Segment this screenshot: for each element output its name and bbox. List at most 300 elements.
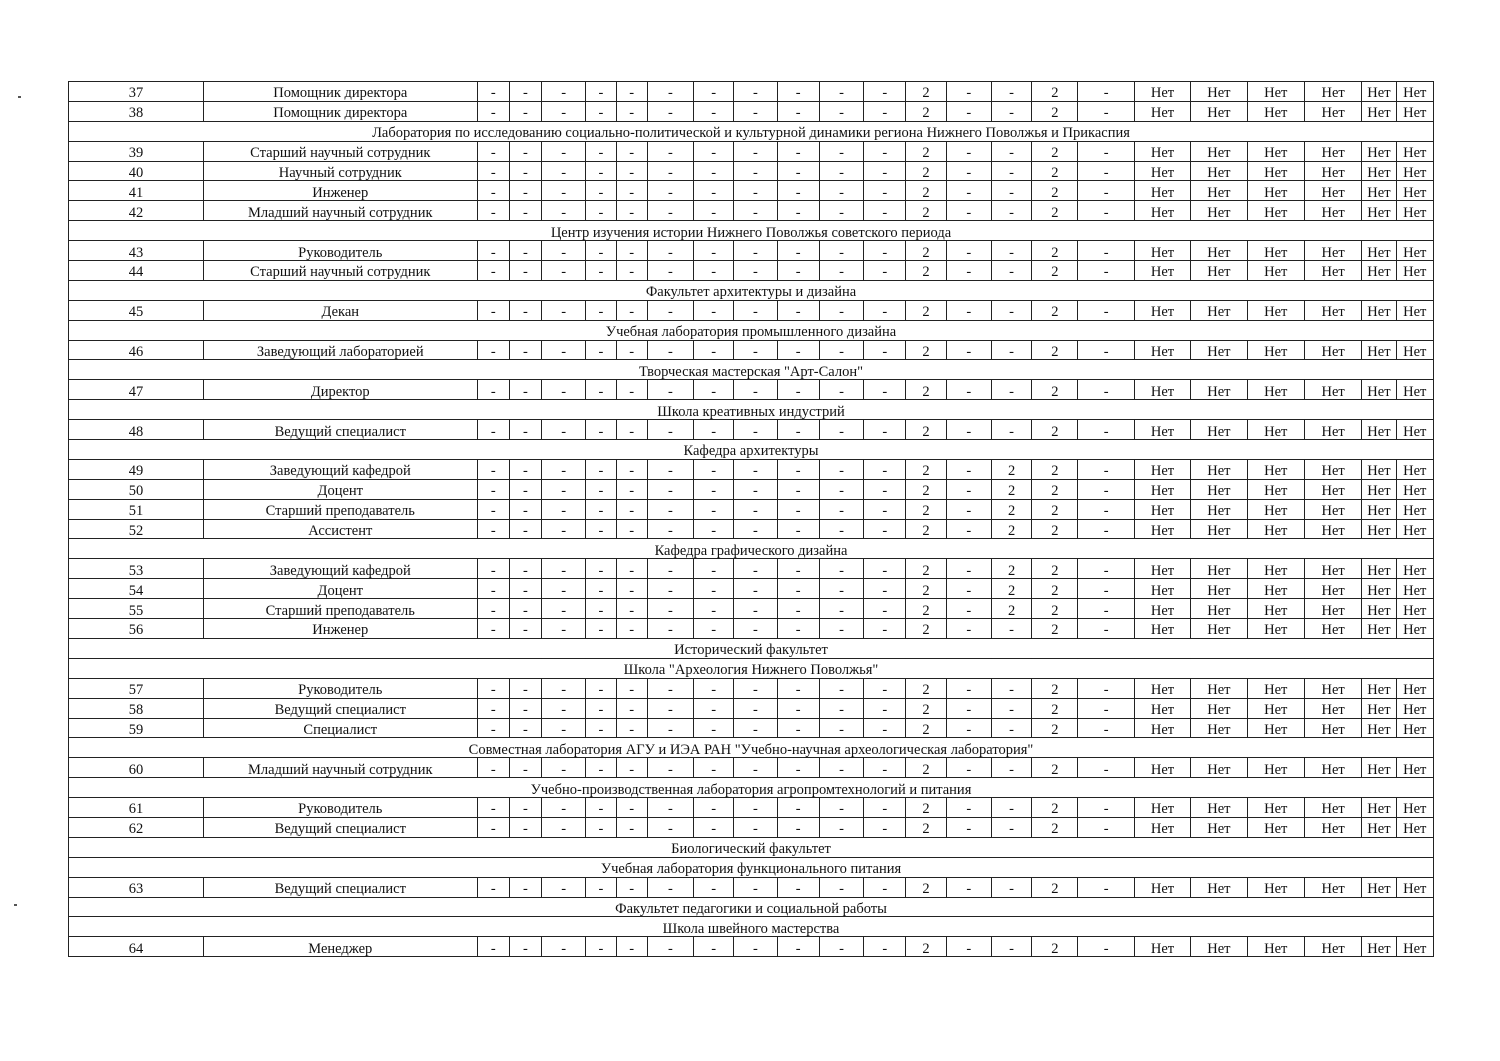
table-cell: - — [616, 937, 647, 957]
table-cell: Нет — [1134, 201, 1190, 221]
table-cell: - — [509, 678, 541, 698]
table-cell: Нет — [1191, 479, 1247, 499]
table-cell: - — [864, 261, 906, 281]
table-row — [69, 937, 1434, 957]
table-cell: 2 — [906, 101, 946, 121]
table-row — [69, 380, 1434, 400]
table-cell: - — [694, 141, 734, 161]
table-cell: - — [647, 579, 693, 599]
table-cell: - — [509, 758, 541, 778]
table-cell: - — [542, 678, 586, 698]
position-title: Старший преподаватель — [203, 499, 477, 519]
table-cell: 2 — [906, 261, 946, 281]
table-cell: - — [734, 201, 777, 221]
row-number: 47 — [69, 380, 204, 400]
table-cell: - — [1078, 420, 1134, 440]
table-cell: Нет — [1304, 420, 1361, 440]
table-cell: - — [864, 678, 906, 698]
table-cell: - — [542, 559, 586, 579]
position-title: Инженер — [203, 619, 477, 639]
table-cell: - — [694, 181, 734, 201]
table-cell: Нет — [1362, 877, 1396, 897]
table-cell: - — [647, 241, 693, 261]
row-number: 44 — [69, 261, 204, 281]
table-cell: Нет — [1396, 559, 1433, 579]
table-cell: - — [991, 181, 1031, 201]
table-cell: Нет — [1362, 479, 1396, 499]
table-cell: - — [647, 877, 693, 897]
table-cell: 2 — [991, 459, 1031, 479]
row-number: 58 — [69, 698, 204, 718]
table-cell: Нет — [1396, 141, 1433, 161]
table-cell: 2 — [906, 559, 946, 579]
table-cell: Нет — [1134, 420, 1190, 440]
table-cell: - — [586, 678, 616, 698]
table-cell: - — [694, 579, 734, 599]
table-cell: - — [542, 459, 586, 479]
table-cell: - — [542, 619, 586, 639]
section-header-row — [69, 121, 1434, 141]
position-title: Декан — [203, 300, 477, 320]
table-cell: - — [586, 161, 616, 181]
table-cell: Нет — [1304, 161, 1361, 181]
table-cell: 2 — [906, 380, 946, 400]
table-row — [69, 718, 1434, 738]
table-cell: - — [586, 579, 616, 599]
table-cell: - — [542, 718, 586, 738]
table-cell: - — [819, 499, 863, 519]
table-cell: Нет — [1247, 181, 1304, 201]
table-cell: - — [819, 82, 863, 102]
section-title: Совместная лаборатория АГУ и ИЭА РАН "Учебно-научная археологическая лаборатория" — [69, 738, 1434, 758]
table-cell: - — [734, 181, 777, 201]
table-cell: 2 — [991, 599, 1031, 619]
table-row — [69, 201, 1434, 221]
table-row — [69, 758, 1434, 778]
table-cell: - — [586, 300, 616, 320]
table-cell: Нет — [1191, 619, 1247, 639]
table-cell: - — [991, 937, 1031, 957]
table-cell: Нет — [1247, 619, 1304, 639]
table-cell: - — [616, 479, 647, 499]
position-title: Ведущий специалист — [203, 817, 477, 837]
table-cell: - — [1078, 181, 1134, 201]
table-cell: - — [542, 340, 586, 360]
table-cell: Нет — [1362, 161, 1396, 181]
table-cell: - — [586, 619, 616, 639]
table-cell: - — [819, 261, 863, 281]
table-cell: Нет — [1191, 380, 1247, 400]
table-cell: - — [477, 261, 509, 281]
position-title: Менеджер — [203, 937, 477, 957]
table-row — [69, 678, 1434, 698]
table-cell: - — [819, 619, 863, 639]
table-cell: Нет — [1134, 579, 1190, 599]
section-title: Учебная лаборатория функционального питания — [69, 857, 1434, 877]
table-cell: Нет — [1191, 698, 1247, 718]
table-cell: - — [819, 141, 863, 161]
table-cell: Нет — [1191, 499, 1247, 519]
row-number: 48 — [69, 420, 204, 440]
section-title: Школа "Археология Нижнего Поволжья" — [69, 658, 1434, 678]
position-title: Руководитель — [203, 798, 477, 818]
table-cell: 2 — [906, 241, 946, 261]
table-cell: - — [734, 300, 777, 320]
staff-assessment-table — [68, 81, 1434, 957]
table-cell: - — [477, 479, 509, 499]
table-cell: - — [647, 141, 693, 161]
table-cell: - — [734, 877, 777, 897]
section-header-row — [69, 837, 1434, 857]
table-cell: 2 — [1032, 937, 1078, 957]
section-header-row — [69, 638, 1434, 658]
table-cell: - — [777, 141, 819, 161]
table-cell: - — [542, 499, 586, 519]
table-cell: - — [946, 499, 991, 519]
table-cell: Нет — [1362, 678, 1396, 698]
table-cell: Нет — [1247, 420, 1304, 440]
table-cell: - — [694, 937, 734, 957]
table-cell: - — [819, 817, 863, 837]
section-header-row — [69, 897, 1434, 917]
table-cell: 2 — [1032, 877, 1078, 897]
table-cell: - — [864, 459, 906, 479]
table-cell: - — [647, 718, 693, 738]
table-cell: - — [819, 599, 863, 619]
table-cell: - — [616, 798, 647, 818]
table-cell: Нет — [1362, 937, 1396, 957]
table-cell: Нет — [1396, 579, 1433, 599]
table-cell: - — [616, 261, 647, 281]
table-cell: - — [509, 181, 541, 201]
table-cell: Нет — [1304, 559, 1361, 579]
table-cell: Нет — [1396, 380, 1433, 400]
section-title: Учебно-производственная лаборатория агропромтехнологий и питания — [69, 778, 1434, 798]
table-cell: - — [734, 340, 777, 360]
table-cell: - — [477, 300, 509, 320]
table-cell: - — [542, 201, 586, 221]
table-cell: - — [991, 798, 1031, 818]
table-cell: 2 — [1032, 798, 1078, 818]
table-cell: - — [647, 181, 693, 201]
table-cell: - — [694, 380, 734, 400]
table-cell: Нет — [1362, 599, 1396, 619]
table-cell: Нет — [1134, 459, 1190, 479]
table-cell: - — [647, 798, 693, 818]
table-cell: Нет — [1134, 380, 1190, 400]
table-cell: - — [946, 181, 991, 201]
table-cell: - — [694, 420, 734, 440]
table-cell: - — [819, 678, 863, 698]
table-row — [69, 181, 1434, 201]
table-row — [69, 161, 1434, 181]
table-cell: Нет — [1304, 599, 1361, 619]
table-cell: Нет — [1191, 579, 1247, 599]
table-cell: Нет — [1191, 937, 1247, 957]
table-cell: Нет — [1134, 82, 1190, 102]
table-row — [69, 340, 1434, 360]
table-cell: Нет — [1191, 201, 1247, 221]
table-cell: Нет — [1247, 678, 1304, 698]
table-cell: Нет — [1134, 678, 1190, 698]
table-cell: - — [509, 718, 541, 738]
table-cell: - — [647, 937, 693, 957]
table-cell: - — [864, 559, 906, 579]
table-cell: - — [586, 937, 616, 957]
position-title: Ассистент — [203, 519, 477, 539]
table-cell: Нет — [1134, 877, 1190, 897]
table-cell: - — [694, 241, 734, 261]
table-row — [69, 877, 1434, 897]
table-cell: - — [477, 82, 509, 102]
table-row — [69, 300, 1434, 320]
table-cell: - — [477, 459, 509, 479]
table-cell: - — [819, 380, 863, 400]
table-cell: - — [694, 261, 734, 281]
table-cell: - — [819, 798, 863, 818]
table-cell: - — [819, 101, 863, 121]
table-cell: - — [991, 161, 1031, 181]
table-cell: Нет — [1247, 340, 1304, 360]
table-cell: - — [694, 519, 734, 539]
table-cell: - — [1078, 877, 1134, 897]
table-cell: Нет — [1396, 499, 1433, 519]
table-cell: - — [1078, 300, 1134, 320]
table-cell: Нет — [1304, 579, 1361, 599]
table-cell: - — [777, 758, 819, 778]
table-cell: Нет — [1362, 758, 1396, 778]
table-cell: Нет — [1191, 459, 1247, 479]
table-cell: - — [819, 758, 863, 778]
table-cell: - — [694, 340, 734, 360]
table-cell: - — [864, 698, 906, 718]
row-number: 46 — [69, 340, 204, 360]
table-cell: - — [509, 340, 541, 360]
table-cell: Нет — [1247, 698, 1304, 718]
table-cell: Нет — [1396, 459, 1433, 479]
table-cell: 2 — [1032, 300, 1078, 320]
table-cell: Нет — [1304, 479, 1361, 499]
table-cell: Нет — [1191, 817, 1247, 837]
position-title: Заведующий кафедрой — [203, 459, 477, 479]
table-cell: - — [477, 698, 509, 718]
table-cell: - — [734, 937, 777, 957]
table-cell: - — [616, 300, 647, 320]
table-row — [69, 559, 1434, 579]
table-cell: - — [647, 300, 693, 320]
table-cell: Нет — [1134, 101, 1190, 121]
table-cell: - — [777, 559, 819, 579]
table-cell: Нет — [1362, 181, 1396, 201]
table-cell: - — [694, 499, 734, 519]
table-cell: Нет — [1134, 698, 1190, 718]
table-cell: - — [694, 698, 734, 718]
table-cell: - — [734, 101, 777, 121]
table-cell: Нет — [1247, 798, 1304, 818]
table-cell: 2 — [1032, 261, 1078, 281]
table-cell: - — [864, 420, 906, 440]
table-row — [69, 619, 1434, 639]
table-cell: - — [616, 817, 647, 837]
table-cell: Нет — [1134, 817, 1190, 837]
table-cell: - — [777, 817, 819, 837]
position-title: Доцент — [203, 579, 477, 599]
table-cell: - — [777, 340, 819, 360]
table-cell: - — [616, 241, 647, 261]
table-cell: 2 — [906, 817, 946, 837]
table-cell: - — [509, 82, 541, 102]
table-cell: Нет — [1191, 758, 1247, 778]
table-cell: Нет — [1396, 798, 1433, 818]
table-cell: Нет — [1396, 161, 1433, 181]
section-header-row — [69, 221, 1434, 241]
row-number: 37 — [69, 82, 204, 102]
table-cell: Нет — [1396, 619, 1433, 639]
table-cell: Нет — [1362, 559, 1396, 579]
row-number: 49 — [69, 459, 204, 479]
table-cell: - — [819, 579, 863, 599]
table-cell: - — [694, 599, 734, 619]
table-row — [69, 82, 1434, 102]
table-cell: - — [991, 420, 1031, 440]
table-cell: Нет — [1362, 101, 1396, 121]
table-cell: Нет — [1247, 161, 1304, 181]
row-number: 64 — [69, 937, 204, 957]
row-number: 55 — [69, 599, 204, 619]
table-cell: Нет — [1362, 619, 1396, 639]
section-title: Творческая мастерская "Арт-Салон" — [69, 360, 1434, 380]
table-cell: 2 — [1032, 579, 1078, 599]
position-title: Старший преподаватель — [203, 599, 477, 619]
row-number: 61 — [69, 798, 204, 818]
table-cell: - — [864, 241, 906, 261]
table-cell: - — [864, 101, 906, 121]
table-cell: - — [542, 420, 586, 440]
table-cell: Нет — [1304, 241, 1361, 261]
table-cell: Нет — [1191, 599, 1247, 619]
table-cell: - — [864, 599, 906, 619]
row-number: 53 — [69, 559, 204, 579]
table-cell: - — [946, 161, 991, 181]
table-cell: 2 — [1032, 241, 1078, 261]
table-cell: Нет — [1362, 459, 1396, 479]
table-cell: Нет — [1134, 261, 1190, 281]
table-cell: - — [694, 619, 734, 639]
table-cell: - — [1078, 241, 1134, 261]
table-cell: - — [991, 380, 1031, 400]
table-cell: Нет — [1362, 141, 1396, 161]
section-title: Кафедра архитектуры — [69, 440, 1434, 460]
table-cell: 2 — [1032, 201, 1078, 221]
table-cell: - — [819, 559, 863, 579]
table-cell: 2 — [906, 877, 946, 897]
table-cell: Нет — [1191, 877, 1247, 897]
table-cell: - — [946, 619, 991, 639]
table-cell: Нет — [1304, 798, 1361, 818]
table-cell: - — [509, 201, 541, 221]
table-cell: 2 — [906, 758, 946, 778]
table-cell: Нет — [1191, 300, 1247, 320]
table-cell: Нет — [1362, 698, 1396, 718]
table-cell: - — [542, 937, 586, 957]
table-cell: - — [777, 181, 819, 201]
table-cell: - — [477, 559, 509, 579]
table-cell: - — [509, 380, 541, 400]
table-cell: Нет — [1247, 241, 1304, 261]
table-cell: - — [1078, 718, 1134, 738]
table-cell: - — [586, 559, 616, 579]
table-cell: - — [734, 420, 777, 440]
table-cell: Нет — [1247, 101, 1304, 121]
table-cell: Нет — [1191, 718, 1247, 738]
table-cell: - — [991, 678, 1031, 698]
table-cell: - — [1078, 101, 1134, 121]
table-cell: Нет — [1247, 261, 1304, 281]
table-cell: - — [819, 241, 863, 261]
table-cell: - — [946, 678, 991, 698]
table-cell: - — [542, 519, 586, 539]
table-cell: - — [777, 698, 819, 718]
table-cell: - — [647, 678, 693, 698]
table-cell: 2 — [906, 479, 946, 499]
table-cell: - — [616, 101, 647, 121]
table-cell: Нет — [1304, 201, 1361, 221]
table-cell: - — [991, 201, 1031, 221]
table-cell: 2 — [906, 420, 946, 440]
section-title: Учебная лаборатория промышленного дизайна — [69, 320, 1434, 340]
table-cell: - — [477, 141, 509, 161]
table-cell: 2 — [906, 300, 946, 320]
table-cell: - — [694, 101, 734, 121]
table-cell: - — [819, 937, 863, 957]
table-cell: - — [616, 161, 647, 181]
row-number: 40 — [69, 161, 204, 181]
table-cell: - — [946, 758, 991, 778]
section-header-row — [69, 539, 1434, 559]
table-cell: - — [819, 877, 863, 897]
table-cell: - — [864, 181, 906, 201]
table-cell: Нет — [1304, 380, 1361, 400]
table-cell: - — [647, 479, 693, 499]
table-cell: - — [477, 380, 509, 400]
table-cell: - — [864, 340, 906, 360]
table-cell: - — [777, 479, 819, 499]
table-cell: Нет — [1396, 817, 1433, 837]
table-cell: - — [991, 619, 1031, 639]
section-header-row — [69, 917, 1434, 937]
table-cell: - — [477, 619, 509, 639]
section-header-row — [69, 857, 1434, 877]
table-cell: Нет — [1362, 261, 1396, 281]
table-cell: Нет — [1247, 937, 1304, 957]
table-cell: - — [477, 599, 509, 619]
table-cell: - — [1078, 619, 1134, 639]
table-cell: - — [647, 380, 693, 400]
table-cell: - — [777, 380, 819, 400]
table-cell: 2 — [906, 82, 946, 102]
table-cell: - — [864, 579, 906, 599]
section-header-row — [69, 400, 1434, 420]
table-cell: Нет — [1247, 479, 1304, 499]
table-cell: Нет — [1396, 937, 1433, 957]
table-cell: - — [777, 420, 819, 440]
section-title: Факультет педагогики и социальной работы — [69, 897, 1434, 917]
table-cell: - — [477, 340, 509, 360]
table-cell: Нет — [1362, 201, 1396, 221]
table-cell: - — [946, 559, 991, 579]
table-cell: - — [509, 420, 541, 440]
table-cell: Нет — [1134, 619, 1190, 639]
